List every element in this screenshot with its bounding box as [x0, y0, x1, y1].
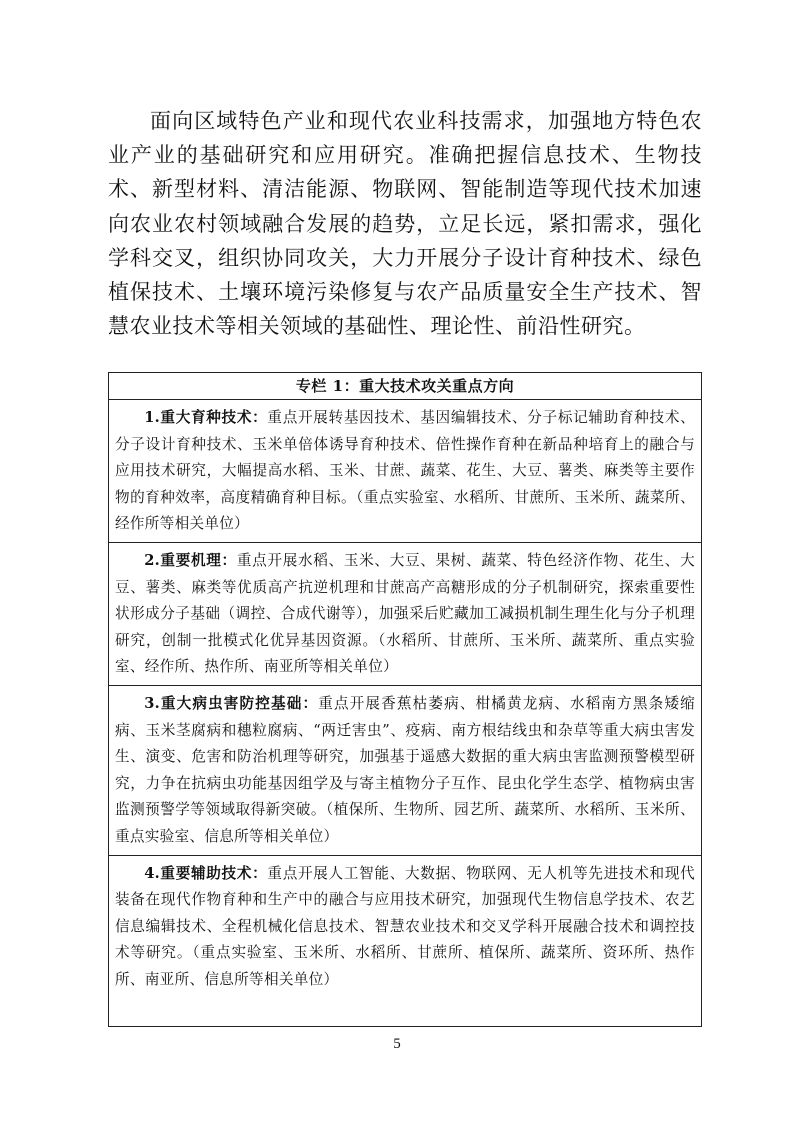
column-box — [108, 372, 702, 1027]
page-number: 5 — [393, 1036, 401, 1052]
item-heading: 4.重要辅助技术： — [144, 864, 268, 882]
item-body: 重点开展水稻、玉米、大豆、果树、蔬菜、特色经济作物、花生、大豆、薯类、麻类等优质高产抗逆机理和甘蔗高产高糖形成的分子机制研究，探索重要性状形成分子基础（调控、合成代谢等），加强采后贮藏加工减损机制生理生化与分子机理研究，创制一批模式化优异基因资源。（水稻所、甘蔗所、玉米所、蔬菜所、重点实验室、经作所、热作所、南亚所等相关单位） — [115, 551, 695, 676]
item-heading: 3.重大病虫害防控基础： — [144, 694, 319, 712]
box-item-auxiliary-tech — [109, 856, 701, 998]
box-item-mechanism — [109, 543, 701, 686]
item-heading: 1.重大育种技术： — [144, 409, 268, 426]
item-heading: 2.重要机理： — [144, 551, 237, 569]
box-title: 专栏 1：重大技术攻关重点方向 — [109, 373, 701, 400]
intro-paragraph: 面向区域特色产业和现代农业科技需求，加强地方特色农业产业的基础研究和应用研究。准确把握信息技术、生物技术、新型材料、清洁能源、物联网、智能制造等现代技术加速向农业农村领域融合发展的趋势，立足长远，紧扣需求，强化学科交叉，组织协同攻关，大力开展分子设计育种技术、绿色植保技术、土壤环境污染修复与农产品质量安全生产技术、智慧农业技术等相关领域的基础性、理论性、前沿性研究。 — [108, 109, 702, 339]
item-body: 重点开展香蕉枯萎病、柑橘黄龙病、水稻南方黑条矮缩病、玉米茎腐病和穗粒腐病、“两迁害虫”、疫病、南方根结线虫和杂草等重大病虫害发生、演变、危害和防治机理等研究，加强基于遥感大数据的重大病虫害监测预警模型研究，力争在抗病虫功能基因组学及与寄主植物分子互作、昆虫化学生态学、植物病虫害监测预警学等领域取得新突破。（植保所、生物所、园艺所、蔬菜所、水稻所、玉米所、重点实验室、信息所等相关单位） — [115, 694, 696, 845]
box-item-breeding — [109, 400, 701, 543]
box-item-pest-control — [109, 686, 701, 856]
item-body: 重点开展转基因技术、基因编辑技术、分子标记辅助育种技术、分子设计育种技术、玉米单倍体诱导育种技术、倍性操作育种在新品种培育上的融合与应用技术研究，大幅提高水稻、玉米、甘蔗、蔬菜、花生、大豆、薯类、麻类等主要作物的育种效率，高度精确育种目标。（重点实验室、水稻所、甘蔗所、玉米所、蔬菜所、经作所等相关单位） — [115, 409, 696, 533]
item-body: 重点开展人工智能、大数据、物联网、无人机等先进技术和现代装备在现代作物育种和生产中的融合与应用技术研究，加强现代生物信息学技术、农艺信息编辑技术、全程机械化信息技术、智慧农业技术和交叉学科开展融合技术和调控技术等研究。（重点实验室、玉米所、水稻所、甘蔗所、植保所、蔬菜所、资环所、热作所、南亚所、信息所等相关单位） — [115, 864, 696, 988]
